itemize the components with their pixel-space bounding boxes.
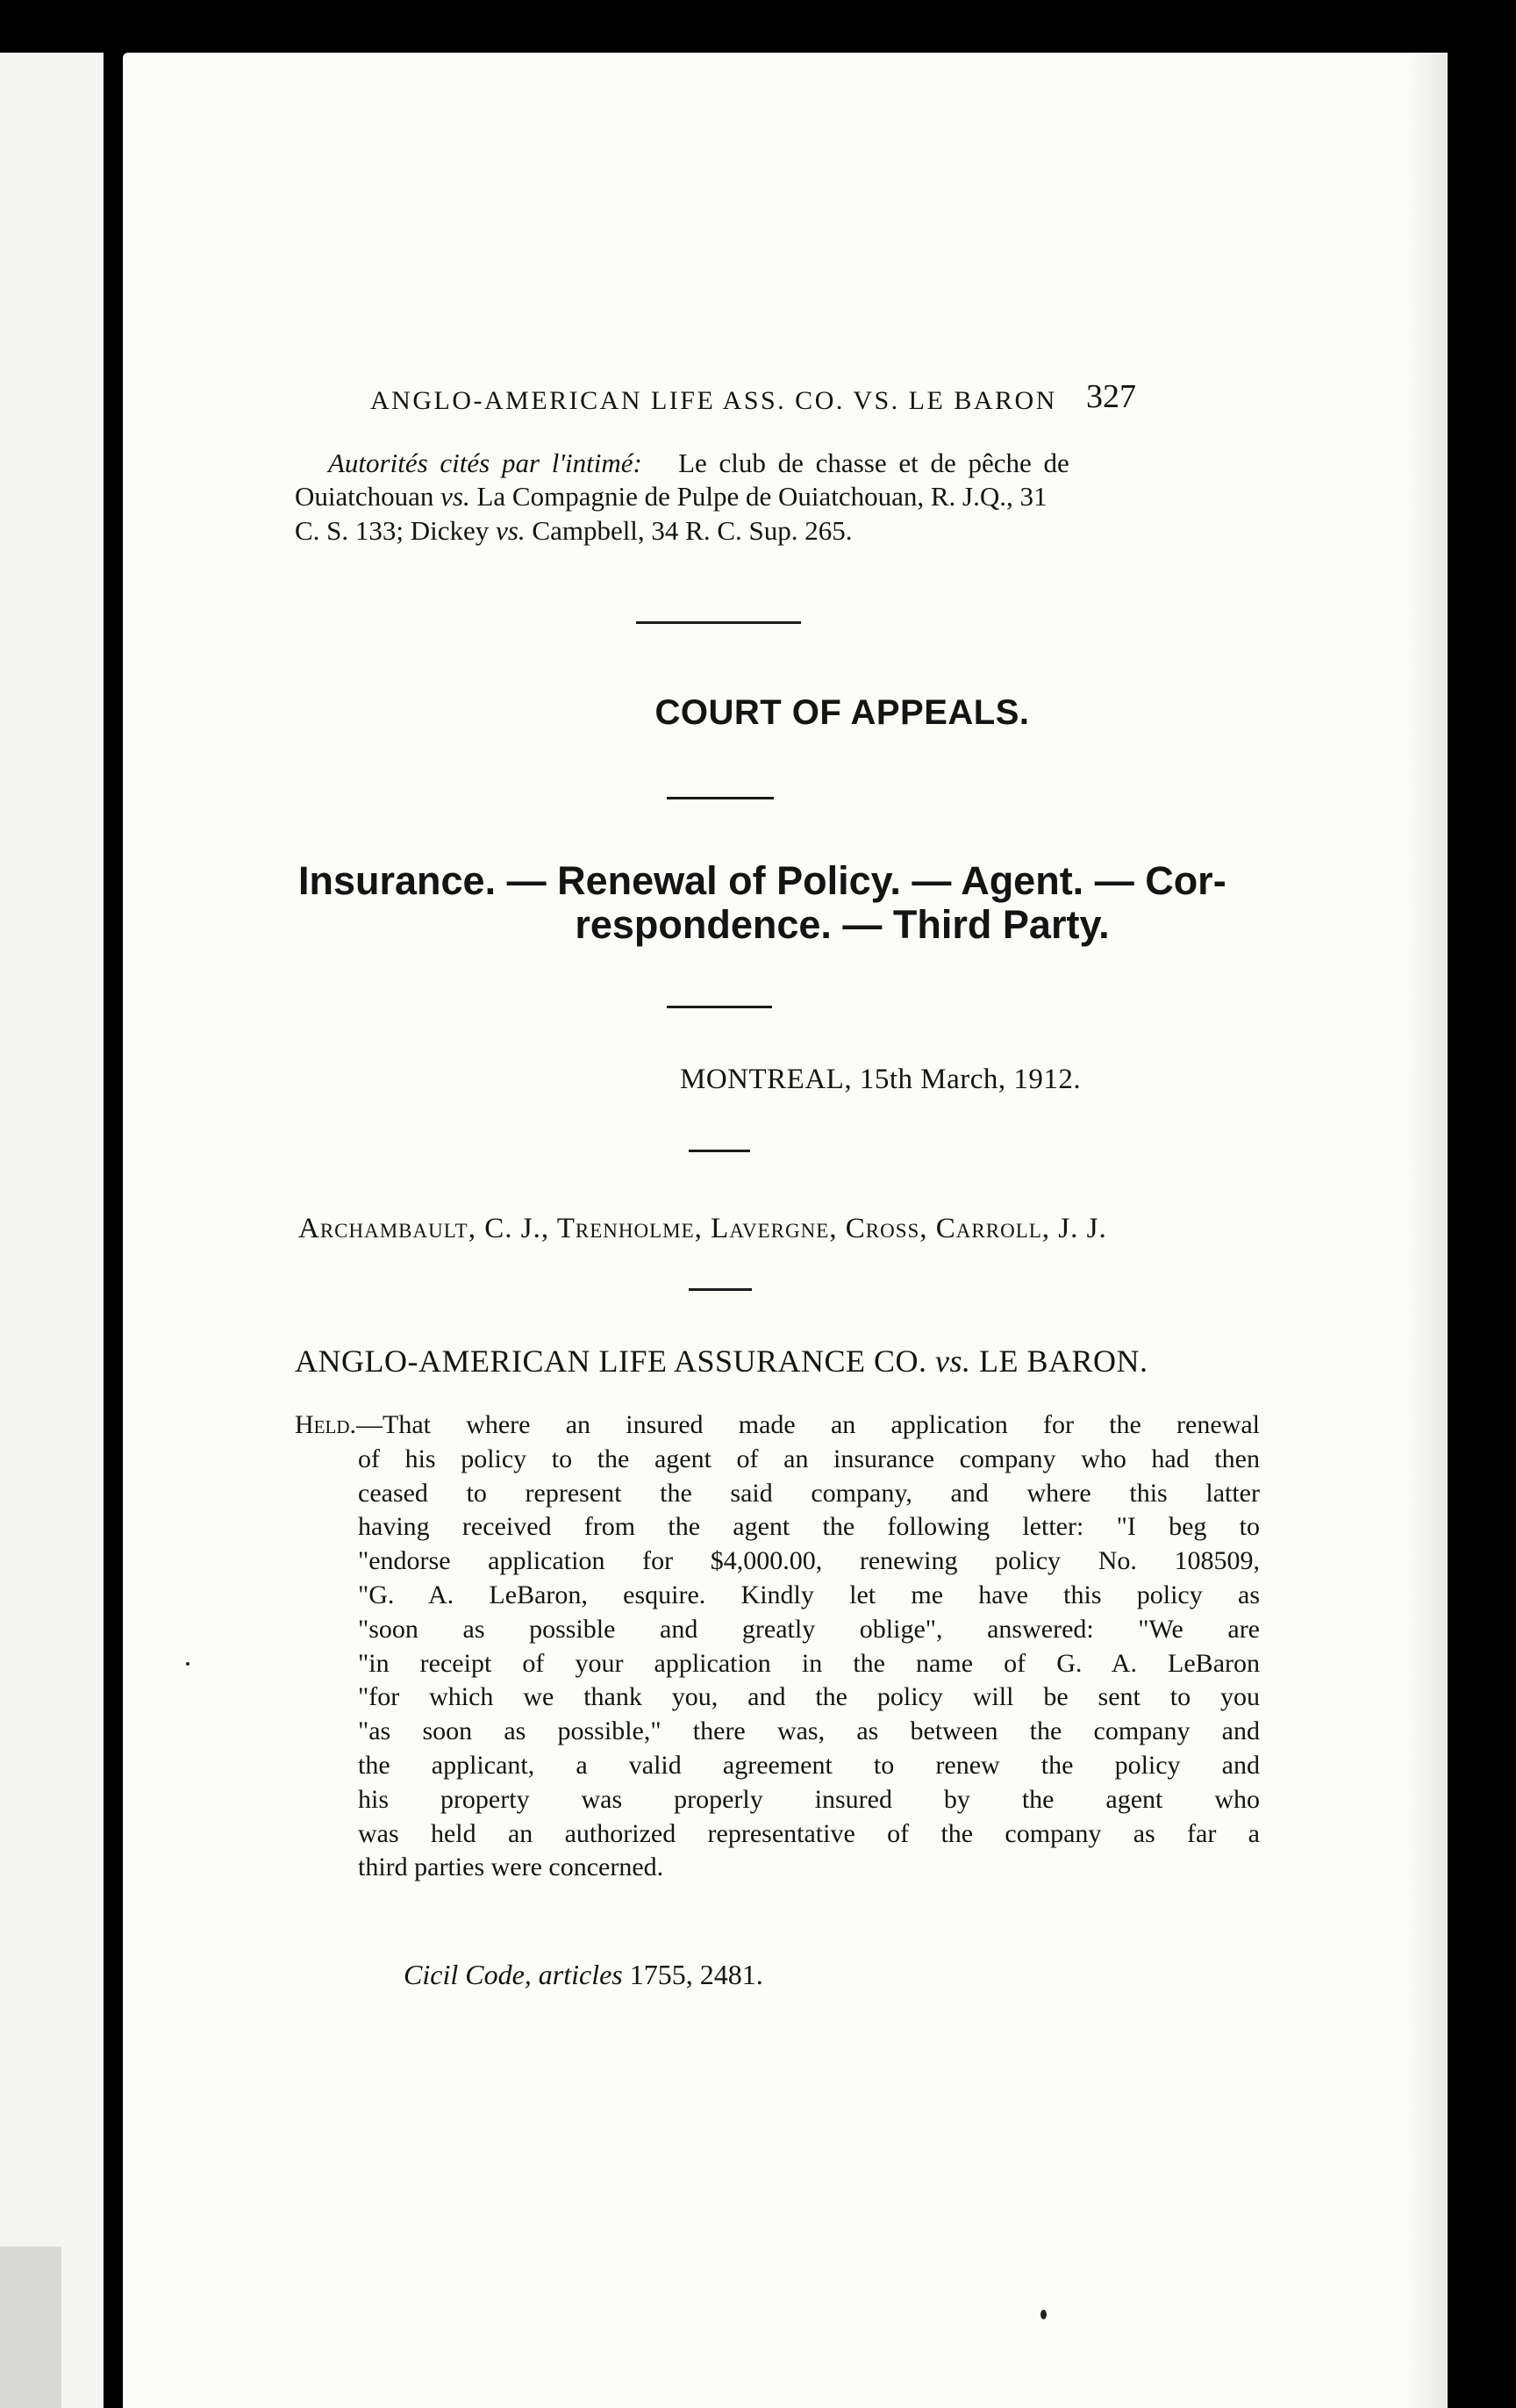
speck bbox=[186, 1662, 190, 1666]
divider-rule-4 bbox=[689, 1150, 750, 1152]
held-line: ceased to represent the said company, and where this latter bbox=[358, 1478, 1260, 1508]
authorities-line-2 bbox=[295, 481, 1048, 512]
authorities-lead: Autorités cités par l'intimé: bbox=[328, 448, 642, 478]
held-line: "for which we thank you, and the policy will be sent to you bbox=[358, 1682, 1260, 1712]
book-page bbox=[123, 53, 1448, 2408]
place-date: MONTREAL, 15th March, 1912. bbox=[680, 1064, 1082, 1095]
subject-heading-line-2: respondence. — Third Party. bbox=[575, 902, 1110, 947]
case-party-2: LE BARON. bbox=[979, 1344, 1148, 1379]
held-label: Held. bbox=[295, 1410, 356, 1439]
case-vs: vs. bbox=[935, 1344, 971, 1379]
held-line: third parties were concerned. bbox=[358, 1853, 664, 1882]
authorities-line-1 bbox=[328, 448, 1069, 479]
divider-rule-3 bbox=[667, 1006, 772, 1008]
held-line: of his policy to the agent of an insurance company who had then bbox=[358, 1444, 1260, 1473]
authorities-party-b: La Compagnie de Pulpe de Ouiatchouan, R. J.Q., 31 bbox=[476, 481, 1048, 512]
authorities-vs-2: vs. bbox=[496, 515, 526, 546]
judges-line: Archambault, C. J., Trenholme, Lavergne, Cross, Carroll, J. J. bbox=[298, 1213, 1107, 1244]
held-line: the applicant, a valid agreement to renew the policy and bbox=[358, 1750, 1260, 1780]
authorities-line-3 bbox=[295, 515, 853, 547]
case-title bbox=[295, 1343, 1148, 1380]
authorities-line-3-a: C. S. 133; Dickey bbox=[295, 515, 490, 546]
authorities-vs: vs. bbox=[440, 481, 470, 512]
case-party-1: ANGLO-AMERICAN LIFE ASSURANCE CO. bbox=[295, 1344, 927, 1379]
held-line bbox=[295, 1408, 1260, 1443]
held-paragraph bbox=[295, 1408, 1260, 1885]
authorities-party-a: Ouiatchouan bbox=[295, 481, 434, 512]
divider-rule-5 bbox=[689, 1288, 752, 1291]
left-page-corner bbox=[0, 2247, 61, 2408]
divider-rule-1 bbox=[636, 621, 801, 624]
held-line: "as soon as possible," there was, as between the company and bbox=[358, 1716, 1260, 1746]
held-line: his property was properly insured by the agent who bbox=[358, 1784, 1260, 1814]
held-line: having received from the agent the following letter: "I beg to bbox=[358, 1512, 1260, 1542]
subject-heading-line-1: Insurance. — Renewal of Policy. — Agent. — Cor- bbox=[298, 858, 1226, 903]
page-number: 327 bbox=[1086, 378, 1136, 415]
page-shade bbox=[1407, 53, 1448, 2408]
held-line: "G. A. LeBaron, esquire. Kindly let me have this policy as bbox=[358, 1580, 1260, 1609]
divider-rule-2 bbox=[667, 797, 774, 799]
court-heading: COURT OF APPEALS. bbox=[654, 693, 1030, 732]
held-line: "soon as possible and greatly oblige", answered: "We are bbox=[358, 1614, 1260, 1644]
held-line: "in receipt of your application in the name of G. A. LeBaron bbox=[358, 1648, 1260, 1678]
held-line: was held an authorized representative of the company as far a bbox=[358, 1818, 1260, 1848]
speck bbox=[1040, 2310, 1047, 2319]
authorities-line-1-rest: Le club de chasse et de pêche de bbox=[678, 448, 1069, 478]
authorities-line-3-b: Campbell, 34 R. C. Sup. 265. bbox=[532, 515, 853, 546]
code-reference-italic: Cicil Code, articles bbox=[404, 1959, 623, 1990]
running-head: ANGLO-AMERICAN LIFE ASS. CO. VS. LE BARON bbox=[370, 386, 1057, 415]
code-reference-articles: 1755, 2481. bbox=[629, 1959, 763, 1990]
code-reference bbox=[404, 1959, 763, 1991]
held-line: "endorse application for $4,000.00, renewing policy No. 108509, bbox=[358, 1546, 1260, 1576]
held-line-text: —That where an insured made an application for the renewal bbox=[356, 1410, 1260, 1439]
left-page-edge bbox=[0, 53, 104, 2408]
